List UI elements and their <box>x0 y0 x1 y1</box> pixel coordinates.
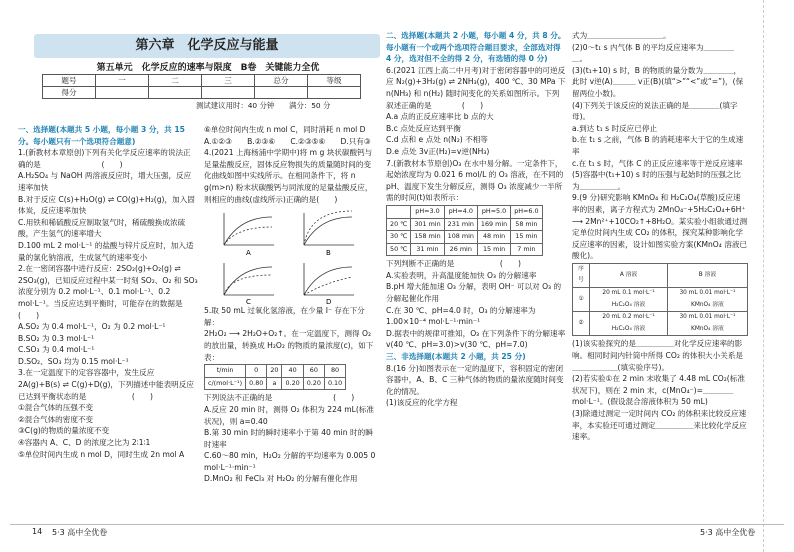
score-table: 题号 一 二 三 总分 等级 得分 <box>42 74 361 99</box>
graph-label-c: C <box>246 298 251 306</box>
footer-left-text: 5·3 高中全优卷 <box>52 528 108 537</box>
page-number: 14 <box>32 527 43 536</box>
column-3: 二、选择题(本题共 2 小题，每小题 4 分，共 8 分。每小题有一个或两个选项符合题目要求，全部选对得 4 分，选对但不全的得 2 分，有选错的得 0 分) 6.(2021 江西上高二中月考)对于密闭容器中的可逆反应 N₂(g)+3H₂(g) ⇌ 2NH₃(g)，400 ℃、30 MPa 下 n(NH₃) 和 n(H₂) 随时间变化的关系如图所示。下列叙述正确的是 ( ) A.a 点的正反应速率比 b 点的大 B.c 点处反应达到平衡 C.d 点和 e 点处 n(N₂) 不相等 D.e 点处 3v正(H₂)=v逆(NH₃) 7.(新教材本节原创)O₃ 在水中易分解。一定条件下，起始浓度均为 0.021 6 mol/L 的 O₃ 溶液，在不同的 pH、温度下发生分解反应，测得 O₃ 浓度减少一半所需的时间(t)如表所示： pH=3.0 pH=4.0 pH=5.0 pH=6.0 20 ℃ 301 min 231 min 169 min 58 min 30 ℃ 158 min 108 min 48 min 15 min 50 ℃ 31 min 26 min 15 min 7 min 下列判断不正确的是 ( ) A.实验表明，升高温度能加快 O₃ 的分解速率 B.pH 增大能加速 O₃ 分解，表明 OH⁻ 可以对 O₃ 的分解起催化作用 C.在 30 ℃、pH=4.0 时，O₃ 的分解速率为 1.00×10⁻⁴ mol·L⁻¹·min⁻¹ D.据表中的规律可推知，O₃ 在下列条件下的分解速率 v(40 ℃、pH=3.0)>v(30 ℃、pH=7.0) 三、非选择题(本题共 2 小题，共 25 分) 8.(16 分)如图表示在一定的温度下，容积固定的密闭容器中，A、B、C 三种气体的物质的量浓度随时间变化的情况。 (1)该反应的化学方程 <box>386 31 566 408</box>
curve-graphs <box>204 205 374 305</box>
column-2: ⑥单位时间内生成 n mol C，同时消耗 n mol D A.①②③ B.②③⑥ C.②③⑤⑥ D.只有③ 4.(2021 上海杨浦中学期中)将 m g 块状碳酸钙与足量盐酸反应，固体反应物损失的质量随时间的变化曲线如图中实线所示。在相同条件下，将 n g(m>n) 粉末状碳酸钙与同浓度的足量盐酸反应，则相应的曲线(虚线所示)正确的是( ) A B C D 5.取 50 mL 过氧化氢溶液，在少量 I⁻ 存在下分解： 2H₂O₂ ⟶ 2H₂O+O₂↑。在一定温度下，测得 O₂ 的放出量，转换成 H₂O₂ 的物质的量浓度(c)，如下表： t/min 0 20 40 60 80 c/(mol·L⁻¹) 0.80 a 0.20 0.20 0.10 下列说法不正确的是 ( ) A.反应 20 min 时，测得 O₂ 体积为 224 mL(标准状况)，则 a=0.40 B.第 30 min 时的瞬时速率小于第 40 min 时的瞬时速率 C.60～80 min，H₂O₂ 分解的平均速率为 0.005 0 mol·L⁻¹·min⁻¹ D.MnO₂ 和 FeCl₃ 对 H₂O₂ 的分解有催化作用 <box>204 125 376 484</box>
section-title: 第五单元 化学反应的速率与限度 B卷 关键能力全优 <box>96 63 320 73</box>
table-q9: 序号 A 溶液 B 溶液 ① 20 mL 0.1 mol·L⁻¹ H₂C₂O₄ 溶液 30 mL 0.01 mol·L⁻¹ KMnO₄ 溶液 ② 20 mL 0.2 mol·L⁻¹ H₂C₂O₄ 溶液 30 mL 0.01 mol·L⁻¹ KMnO₄ 溶液 <box>572 263 748 337</box>
chapter-title: 第六章 化学反应与能量 <box>34 34 380 58</box>
table-q5: t/min 0 20 40 60 80 c/(mol·L⁻¹) 0.80 a 0.20 0.20 0.10 <box>204 364 346 390</box>
test-meta: 测试建议用时：40 分钟 满分：50 分 <box>196 101 331 110</box>
footer-right-text: 5·3 高中全优卷 <box>700 528 756 537</box>
column-1: 一、选择题(本题共 5 小题，每小题 3 分，共 15 分。每小题只有一个选项符合题意) 1.(新教材本章原创)下列有关化学反应速率的说法正确的是 ( ) A.H₂SO₄ 与 NaOH 两溶液反应时，增大压强，反应速率加快 B.对于反应 C(s)+H₂O(g) ⇌ CO(g)+H₂(g)，加入固体炭，反应速率加快 C.用铁和稀硫酸反应制取氢气时，稀硫酸换成浓硫酸，产生氢气的速率增大 D.100 mL 2 mol·L⁻¹ 的盐酸与锌片反应时，加入适量的氯化钠溶液，生成氢气的速率变小 2.在一密闭容器中进行反应：2SO₂(g)+O₂(g) ⇌ 2SO₃(g)，已知反应过程中某一时刻 SO₂、O₂ 和 SO₃ 浓度分别为 0.2 mol·L⁻¹、0.1 mol·L⁻¹、0.2 mol·L⁻¹。当反应达到平衡时，可能存在的数据是 ( ) A.SO₂ 为 0.4 mol·L⁻¹，O₂ 为 0.2 mol·L⁻¹ B.SO₂ 为 0.3 mol·L⁻¹ C.SO₃ 为 0.4 mol·L⁻¹ D.SO₂、SO₃ 均为 0.15 mol·L⁻¹ 3.在一定温度下的定容容器中，发生反应 2A(g)+B(s) ⇌ C(g)+D(g)，下列描述中能表明反应已达到平衡状态的是 ( ) ①混合气体的压强不变 ②混合气体的密度不变 ③C(g)的物质的量浓度不变 ④容器内 A、C、D 的浓度之比为 2∶1∶1 ⑤单位时间内生成 n mol D，同时生成 2n mol A <box>18 125 229 459</box>
footer-rule <box>10 524 784 525</box>
binding-margin <box>763 0 784 552</box>
graph-label-d: D <box>326 298 332 306</box>
column-4: 式为＿＿＿＿＿＿＿＿＿＿。 (2)0～t₁ s 内气体 B 的平均反应速率为＿＿＿＿＿。 (3)(t₁+10) s 时，B 的物质的量分数为＿＿＿＿，此时 v逆(A)＿＿＿ v正(B)(填“>”“<”或“=”)，(保留两位小数)。 (4)下列关于该反应的说法正确的是＿＿＿＿(填字母)。 a.到达 t₁ s 时反应已停止 b.在 t₁ s 之前，气体 B 的消耗速率大于它的生成速率 c.在 t₁ s 时，气体 C 的正反应速率等于逆反应速率 (5)容器中(t₁+10) s 时的压强与起始时的压强之比为＿＿＿＿＿。 9.(9 分)研究影响 KMnO₄ 和 H₂C₂O₄(草酸)反应速率的因素，离子方程式为 2MnO₄⁻+5H₂C₂O₄+6H⁺ ⟶ 2Mn²⁺+10CO₂↑+8H₂O。某实验小组欲通过测定单位时间内生成 CO₂ 的体积，探究某种影响化学反应速率的因素，设计如图实验方案(KMnO₄ 溶液已酸化)。 序号 A 溶液 B 溶液 ① 20 mL 0.1 mol·L⁻¹ H₂C₂O₄ 溶液 30 mL 0.01 mol·L⁻¹ KMnO₄ 溶液 ② 20 mL 0.2 mol·L⁻¹ H₂C₂O₄ 溶液 30 mL 0.01 mol·L⁻¹ KMnO₄ 溶液 (1)该实验探究的是＿＿＿＿＿对化学反应速率的影响。相同时间内针筒中所得 CO₂ 的体积大小关系是＿＿＿＿＿＿(填实验序号)。 (2)若实验①在 2 min 末收集了 4.48 mL CO₂(标准状况下)，则在 2 min 末，c(MnO₄⁻)=＿＿＿＿ mol·L⁻¹。(假设混合溶液体积为 50 mL) (3)除通过测定一定时间内 CO₂ 的体积来比较反应速率，本实验还可通过测定＿＿＿＿＿来比较化学反应速率。 <box>572 31 748 442</box>
graph-label-a: A <box>246 249 251 258</box>
graph-label-b: B <box>326 249 331 258</box>
table-q7: pH=3.0 pH=4.0 pH=5.0 pH=6.0 20 ℃ 301 min 231 min 169 min 58 min 30 ℃ 158 min 108 min 48 min 15 min 50 ℃ 31 min 26 min 15 min 7 min <box>386 205 543 256</box>
